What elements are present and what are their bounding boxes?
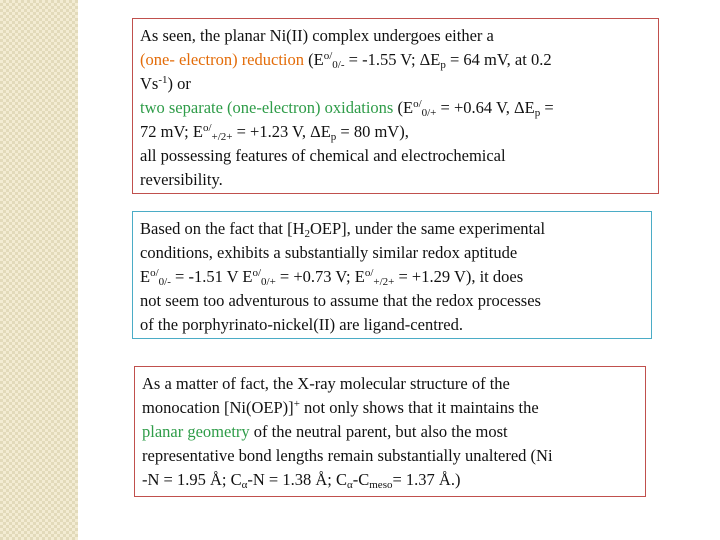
subscript: 0/-	[158, 276, 171, 288]
text-run: = +1.29 V), it does	[394, 267, 524, 286]
text-line	[142, 468, 639, 492]
text-line	[140, 265, 645, 289]
subscript: p	[330, 131, 337, 143]
text-run: of the porphyrinato-nickel(II) are ligand-centred.	[140, 315, 463, 334]
text-run: = 80 mV),	[336, 122, 409, 141]
text-run: = +0.64 V, ΔE	[436, 98, 535, 117]
text-run: = +1.23 V, ΔE	[232, 122, 331, 141]
text-line	[142, 372, 639, 396]
text-box-reduction-oxidation	[132, 18, 659, 194]
text-run: =	[540, 98, 554, 117]
subscript: p	[534, 107, 541, 119]
subscript: α	[241, 479, 248, 491]
superscript: o/	[413, 98, 422, 110]
text-run: E	[140, 267, 151, 286]
superscript: o/	[323, 50, 333, 62]
text-line	[140, 241, 645, 265]
text-run: monocation [Ni(OEP)]	[142, 398, 294, 417]
text-line	[140, 144, 652, 168]
subscript: meso	[369, 479, 393, 491]
text-line	[140, 217, 645, 241]
text-run: representative bond lengths remain substantially unaltered (Ni	[142, 446, 553, 465]
highlight-oxidations: two separate (one-electron) oxidations	[140, 98, 394, 117]
subscript: 0/+	[421, 107, 437, 119]
superscript: o/	[202, 122, 212, 134]
subscript: 0/+	[261, 276, 276, 288]
subscript: +/2+	[373, 276, 395, 288]
text-run: 72 mV; E	[140, 122, 203, 141]
superscript: -1	[158, 74, 168, 86]
text-line	[140, 168, 652, 192]
text-run: (E	[393, 98, 414, 117]
text-line	[140, 289, 645, 313]
text-line	[142, 420, 639, 444]
superscript: o/	[252, 267, 262, 279]
text-run: -N = 1.38 Å; C	[247, 470, 347, 489]
subscript: +/2+	[211, 131, 233, 143]
text-run: ) or	[167, 74, 191, 93]
text-line	[140, 48, 652, 72]
superscript: +	[293, 398, 300, 410]
text-run: of the neutral parent, but also the most	[249, 422, 508, 441]
text-run: all possessing features of chemical and electrochemical	[140, 146, 506, 165]
subscript: p	[440, 59, 446, 71]
subscript: 0/-	[332, 59, 345, 71]
highlight-planar-geometry: planar geometry	[142, 422, 250, 441]
text-run: = 64 mV, at 0.2	[445, 50, 552, 69]
text-run: As seen, the planar Ni(II) complex undergoes either a	[140, 26, 494, 45]
text-run: -C	[352, 470, 370, 489]
text-line	[140, 24, 652, 48]
text-line	[140, 120, 652, 144]
text-run: = -1.55 V; ΔE	[344, 50, 441, 69]
text-box-xray-structure	[134, 366, 646, 497]
subscript: 2	[304, 228, 310, 240]
text-line	[140, 96, 652, 120]
highlight-reduction: (one- electron) reduction	[140, 50, 305, 69]
text-run: = +0.73 V; E	[275, 267, 365, 286]
text-run: not seem too adventurous to assume that the redox processes	[140, 291, 541, 310]
text-run: OEP], under the same experimental	[309, 219, 546, 238]
text-box-ligand-comparison	[132, 211, 652, 339]
superscript: o/	[364, 267, 374, 279]
text-run: = -1.51 V E	[170, 267, 253, 286]
text-run: conditions, exhibits a substantially similar redox aptitude	[140, 243, 518, 262]
text-line	[142, 396, 639, 420]
text-run: -N = 1.95 Å; C	[142, 470, 242, 489]
decorative-sidebar	[0, 0, 78, 540]
text-run: not only shows that it maintains the	[299, 398, 539, 417]
subscript: α	[346, 479, 353, 491]
text-line	[140, 313, 645, 337]
text-run: Based on the fact that [H	[140, 219, 305, 238]
text-run: As a matter of fact, the X-ray molecular structure of the	[142, 374, 510, 393]
text-run: Vs	[140, 74, 159, 93]
text-run: (E	[304, 50, 324, 69]
text-line	[142, 444, 639, 468]
text-run: reversibility.	[140, 170, 223, 189]
text-run: = 1.37 Å.)	[392, 470, 461, 489]
text-line	[140, 72, 652, 96]
superscript: o/	[150, 267, 159, 279]
